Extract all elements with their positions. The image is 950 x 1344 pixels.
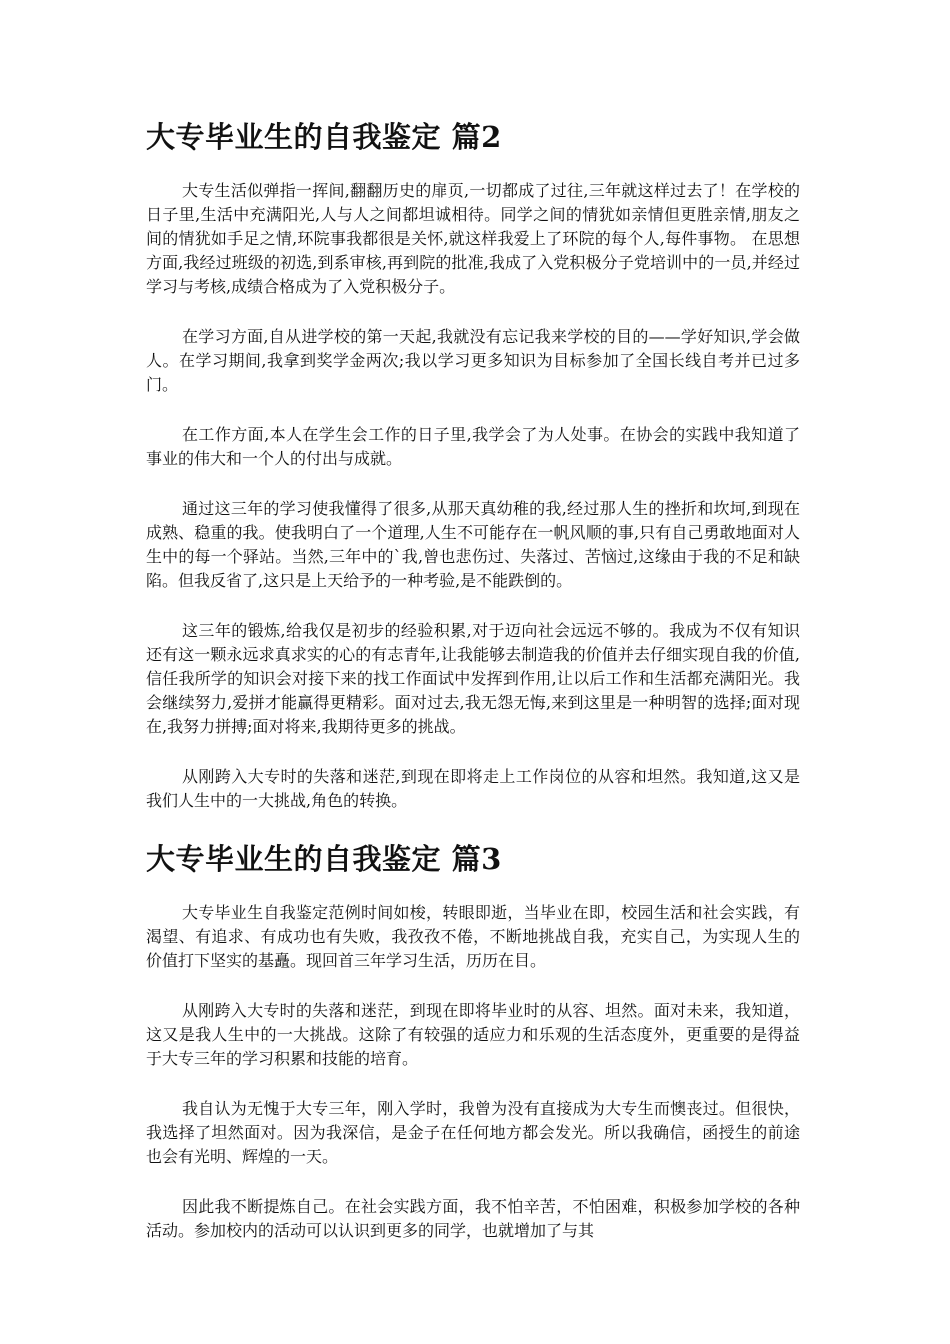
section-title: 大专毕业生的自我鉴定 篇3 [146,842,502,876]
paragraph: 大专生活似弹指一挥间,翻翻历史的扉页,一切都成了过往,三年就这样过去了！在学校的日子里,生活中充满阳光,人与人之间都坦诚相待。同学之间的情犹如亲情但更胜亲情,朋友之间的情犹如手足之情,环院事我都很是关怀,就这样我爱上了环院的每个人,每件事物。 在思想方面,我经过班级的初选,到系审核,再到院的批准,我成了入党积极分子党培训中的一员,并经过学习与考核,成绩合格成为了入党积极分子。 [146,181,800,296]
paragraph: 因此我不断提炼自己。在社会实践方面，我不怕辛苦，不怕困难，积极参加学校的各种活动。参加校内的活动可以认识到更多的同学，也就增加了与其 [146,1197,800,1240]
section-title: 大专毕业生的自我鉴定 篇2 [146,120,502,154]
section-pian-2 [146,117,800,813]
paragraph: 从刚跨入大专时的失落和迷茫，到现在即将毕业时的从容、坦然。面对未来，我知道，这又是我人生中的一大挑战。这除了有较强的适应力和乐观的生活态度外，更重要的是得益于大专三年的学习积累和技能的培育。 [146,1001,800,1068]
paragraph: 通过这三年的学习使我懂得了很多,从那天真幼稚的我,经过那人生的挫折和坎坷,到现在成熟、稳重的我。使我明白了一个道理,人生不可能存在一帆风顺的事,只有自己勇敢地面对人生中的每一个驿站。当然,三年中的`我,曾也悲伤过、失落过、苦恼过,这缘由于我的不足和缺陷。但我反省了,这只是上天给予的一种考验,是不能跌倒的。 [146,499,800,590]
section-pian-3 [146,839,800,1243]
paragraph: 在工作方面,本人在学生会工作的日子里,我学会了为人处事。在协会的实践中我知道了事业的伟大和一个人的付出与成就。 [146,425,800,468]
paragraph: 大专毕业生自我鉴定范例时间如梭，转眼即逝，当毕业在即，校园生活和社会实践，有渴望、有追求、有成功也有失败，我孜孜不倦，不断地挑战自我，充实自己，为实现人生的价值打下坚实的基矗。现回首三年学习生活，历历在目。 [146,903,800,970]
paragraph: 从刚跨入大专时的失落和迷茫,到现在即将走上工作岗位的从容和坦然。我知道,这又是我们人生中的一大挑战,角色的转换。 [146,767,800,810]
paragraph: 我自认为无愧于大专三年，刚入学时，我曾为没有直接成为大专生而懊丧过。但很快，我选择了坦然面对。因为我深信，是金子在任何地方都会发光。所以我确信，函授生的前途也会有光明、辉煌的一天。 [146,1099,800,1166]
paragraph: 在学习方面,自从进学校的第一天起,我就没有忘记我来学校的目的——学好知识,学会做人。在学习期间,我拿到奖学金两次;我以学习更多知识为目标参加了全国长线自考并已过多门。 [146,327,800,394]
paragraph: 这三年的锻炼,给我仅是初步的经验积累,对于迈向社会远远不够的。我成为不仅有知识还有这一颗永远求真求实的心的有志青年,让我能够去制造我的价值并去仔细实现自我的价值,信任我所学的知识会对接下来的找工作面试中发挥到作用,让以后工作和生活都充满阳光。我会继续努力,爱拼才能赢得更精彩。面对过去,我无怨无悔,来到这里是一种明智的选择;面对现在,我努力拼搏;面对将来,我期待更多的挑战。 [146,621,800,736]
